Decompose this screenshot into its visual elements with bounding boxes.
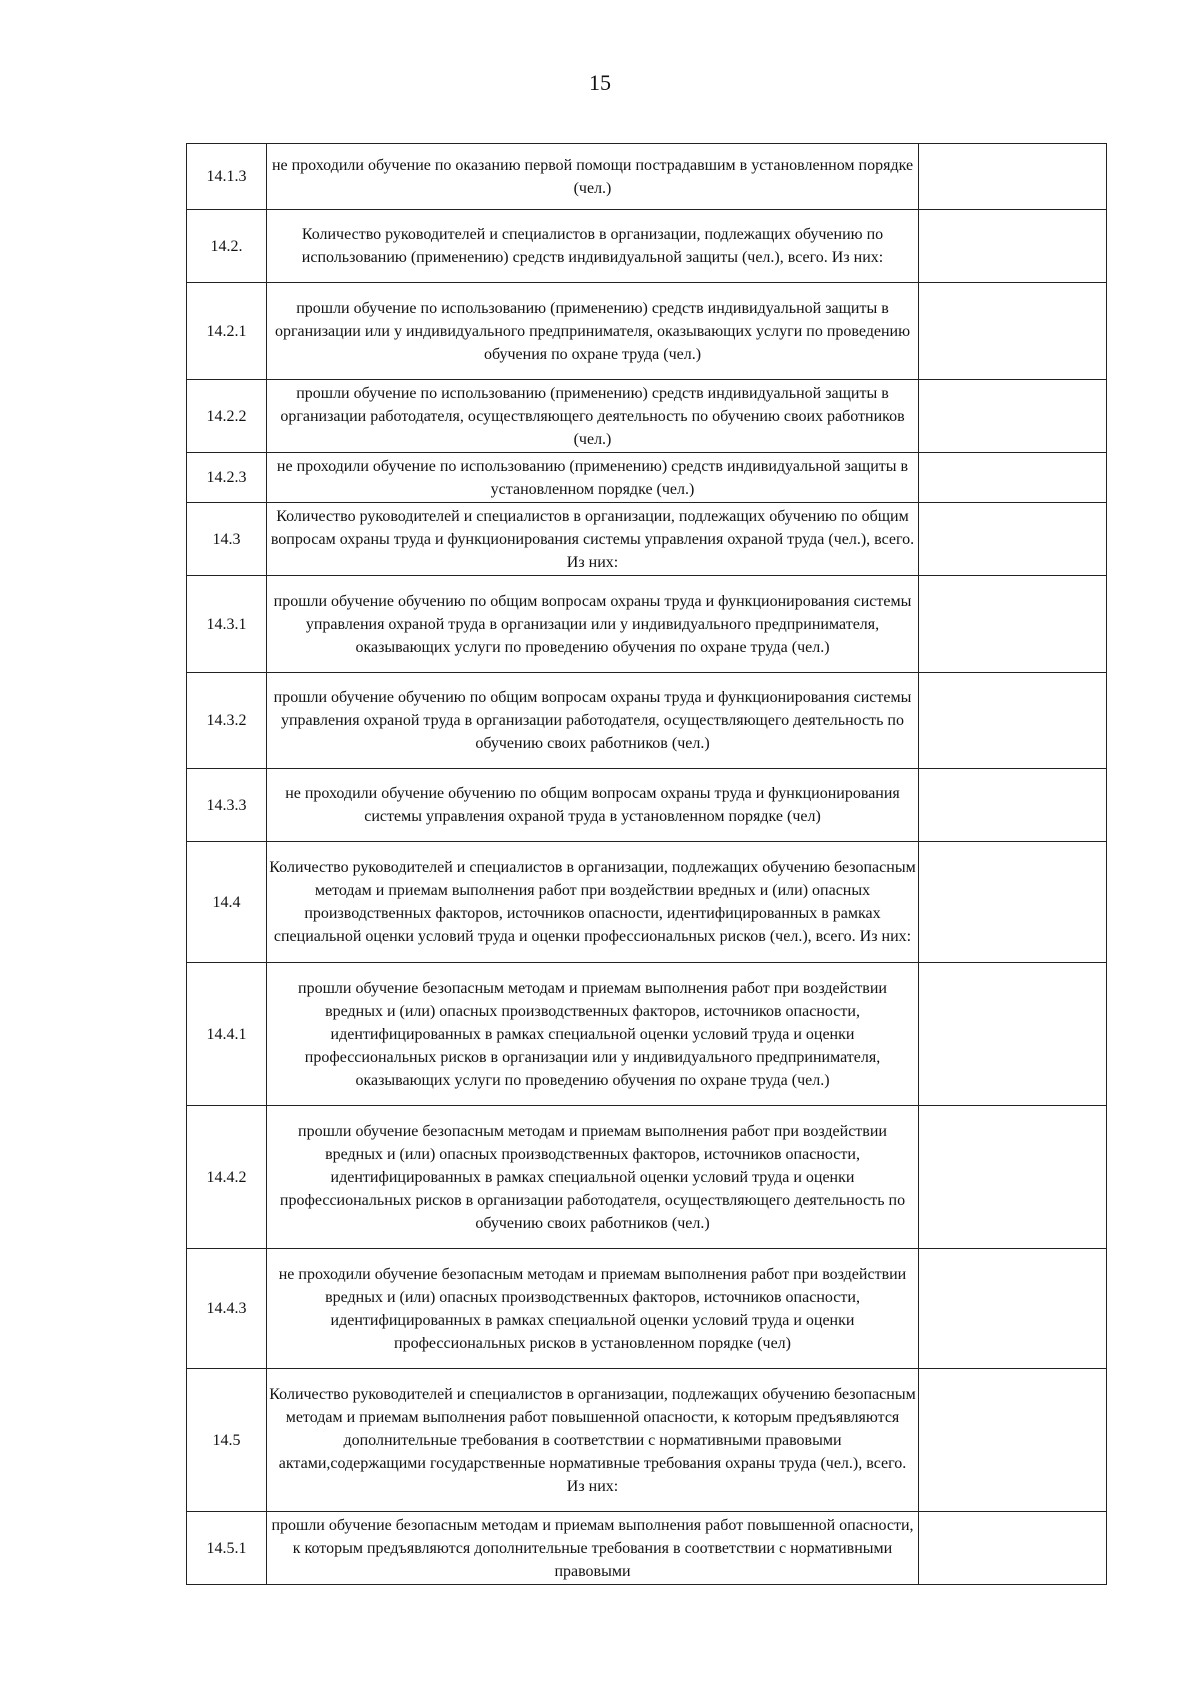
table-row [187,144,1107,210]
table-row [187,963,1107,1106]
row-description: не проходили обучение обучению по общим вопросам охраны труда и функционирования системы управления охраной труда в установленном порядке (чел) [267,769,919,842]
row-number: 14.3.2 [187,673,267,769]
row-value-cell [919,963,1107,1106]
row-description: прошли обучение обучению по общим вопросам охраны труда и функционирования системы управления охраной труда в организации работодателя, осуществляющего деятельность по обучению своих работников (чел.) [267,673,919,769]
row-description: прошли обучение обучению по общим вопросам охраны труда и функционирования системы управления охраной труда в организации или у индивидуального предпринимателя, оказывающих услуги по проведению обучения по охране труда (чел.) [267,576,919,673]
row-value-cell [919,1512,1107,1585]
row-value-cell [919,576,1107,673]
row-value-cell [919,673,1107,769]
row-number: 14.4.2 [187,1106,267,1249]
row-number: 14.3 [187,503,267,576]
row-description: прошли обучение по использованию (применению) средств индивидуальной защиты в организации работодателя, осуществляющего деятельность по обучению своих работников (чел.) [267,380,919,453]
row-description: прошли обучение безопасным методам и приемам выполнения работ при воздействии вредных и (или) опасных производственных факторов, источников опасности, идентифицированных в рамках специальной оценки условий труда и оценки профессиональных рисков в организации работодателя, осуществляющего деятельность по обучению своих работников (чел.) [267,1106,919,1249]
row-number: 14.4.3 [187,1249,267,1369]
row-number: 14.2. [187,210,267,283]
row-description: прошли обучение безопасным методам и приемам выполнения работ при воздействии вредных и (или) опасных производственных факторов, источников опасности, идентифицированных в рамках специальной оценки условий труда и оценки профессиональных рисков в организации или у индивидуального предпринимателя, оказывающих услуги по проведению обучения по охране труда (чел.) [267,963,919,1106]
row-value-cell [919,1249,1107,1369]
table-row [187,453,1107,503]
row-description: прошли обучение по использованию (применению) средств индивидуальной защиты в организации или у индивидуального предпринимателя, оказывающих услуги по проведению обучения по охране труда (чел.) [267,283,919,380]
table-row [187,1106,1107,1249]
table-row [187,576,1107,673]
row-value-cell [919,144,1107,210]
table-row [187,1249,1107,1369]
row-description: не проходили обучение по использованию (применению) средств индивидуальной защиты в установленном порядке (чел.) [267,453,919,503]
row-value-cell [919,769,1107,842]
row-description: Количество руководителей и специалистов в организации, подлежащих обучению по общим вопросам охраны труда и функционирования системы управления охраной труда (чел.), всего. Из них: [267,503,919,576]
row-number: 14.4 [187,842,267,963]
row-number: 14.3.1 [187,576,267,673]
page-number: 15 [589,70,611,95]
row-value-cell [919,1106,1107,1249]
table-row [187,842,1107,963]
row-number: 14.2.2 [187,380,267,453]
row-description: Количество руководителей и специалистов в организации, подлежащих обучению по использованию (применению) средств индивидуальной защиты (чел.), всего. Из них: [267,210,919,283]
table-row [187,1512,1107,1585]
row-value-cell [919,210,1107,283]
table-row [187,380,1107,453]
row-description: Количество руководителей и специалистов в организации, подлежащих обучению безопасным методам и приемам выполнения работ повышенной опасности, к которым предъявляются дополнительные требования в соответствии с нормативными правовыми актами,содержащими государственные нормативные требования охраны труда (чел.), всего. Из них: [267,1369,919,1512]
row-number: 14.2.3 [187,453,267,503]
row-value-cell [919,842,1107,963]
row-description: не проходили обучение по оказанию первой помощи пострадавшим в установленном порядке (чел.) [267,144,919,210]
table-row [187,673,1107,769]
row-number: 14.2.1 [187,283,267,380]
row-description: не проходили обучение безопасным методам и приемам выполнения работ при воздействии вредных и (или) опасных производственных факторов, источников опасности, идентифицированных в рамках специальной оценки условий труда и оценки профессиональных рисков в установленном порядке (чел) [267,1249,919,1369]
table-row [187,283,1107,380]
table-row [187,769,1107,842]
row-description: прошли обучение безопасным методам и приемам выполнения работ повышенной опасности, к которым предъявляются дополнительные требования в соответствии с нормативными правовыми [267,1512,919,1585]
row-number: 14.5.1 [187,1512,267,1585]
row-number: 14.5 [187,1369,267,1512]
table-row [187,210,1107,283]
row-number: 14.1.3 [187,144,267,210]
row-value-cell [919,1369,1107,1512]
row-description: Количество руководителей и специалистов в организации, подлежащих обучению безопасным методам и приемам выполнения работ при воздействии вредных и (или) опасных производственных факторов, источников опасности, идентифицированных в рамках специальной оценки условий труда и оценки профессиональных рисков (чел.), всего. Из них: [267,842,919,963]
row-number: 14.3.3 [187,769,267,842]
table-row [187,1369,1107,1512]
row-number: 14.4.1 [187,963,267,1106]
row-value-cell [919,453,1107,503]
row-value-cell [919,283,1107,380]
row-value-cell [919,380,1107,453]
table-row [187,503,1107,576]
row-value-cell [919,503,1107,576]
report-table [186,143,1107,1585]
